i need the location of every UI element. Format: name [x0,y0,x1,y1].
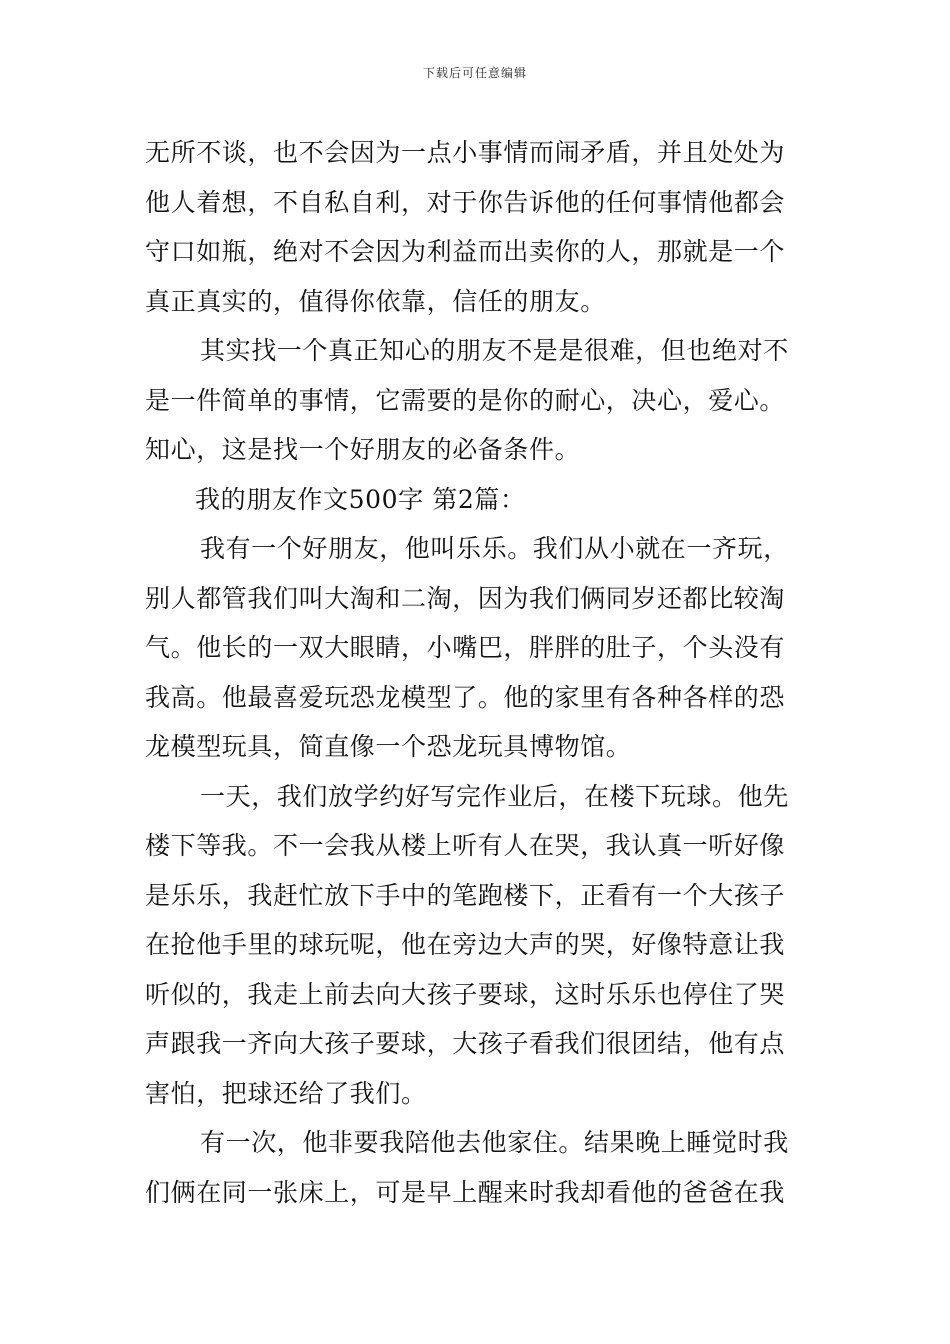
section-heading: 我的朋友作文500字 第2篇： [195,484,526,514]
text-line: 我高。他最喜爱玩恐龙模型了。他的家里有各种各样的恐 [145,682,786,712]
text-line: 知心，这是找一个好朋友的必备条件。 [145,435,581,464]
text-line: 听似的，我走上前去向大孩子要球，这时乐乐也停住了哭 [145,979,786,1009]
text-line: 守口如瓶，绝对不会因为利益而出卖你的人，那就是一个 [145,237,786,266]
text-line: 害怕，把球还给了我们。 [145,1078,427,1108]
text-line: 无所不谈，也不会因为一点小事情而闹矛盾，并且处处为 [145,138,786,167]
text-line: 声跟我一齐向大孩子要球，大孩子看我们很团结，他有点 [145,1029,786,1058]
text-line: 我有一个好朋友，他叫乐乐。我们从小就在一齐玩， [200,534,789,563]
text-line: 是一件简单的事情，它需要的是你的耐心，决心，爱心。 [145,385,786,415]
text-line: 真正真实的，值得你依靠，信任的朋友。 [145,286,606,316]
text-line: 在抢他手里的球玩呢，他在旁边大声的哭，好像特意让我 [145,930,786,959]
text-line: 有一次，他非要我陪他去他家住。结果晚上睡觉时我 [200,1128,789,1157]
text-line: 龙模型玩具，简直像一个恐龙玩具博物馆。 [145,732,632,761]
text-line: 他人着想，不自私自利，对于你告诉他的任何事情他都会 [145,187,786,217]
text-line: 们俩在同一张床上，可是早上醒来时我却看他的爸爸在我 [145,1177,786,1207]
text-line: 一天，我们放学约好写完作业后，在楼下玩球。他先 [200,781,789,811]
page-header: 下载后可任意编辑 [422,66,527,80]
document-body [145,128,815,1217]
text-line: 别人都管我们叫大淘和二淘，因为我们俩同岁还都比较淘 [145,583,786,613]
text-line: 是乐乐，我赶忙放下手中的笔跑楼下，正看有一个大孩子 [145,880,786,910]
text-line: 楼下等我。不一会我从楼上听有人在哭，我认真一听好像 [145,831,786,860]
text-line: 其实找一个真正知心的朋友不是是很难，但也绝对不 [200,336,789,365]
text-line: 气。他长的一双大眼睛，小嘴巴，胖胖的肚子，个头没有 [145,633,786,662]
